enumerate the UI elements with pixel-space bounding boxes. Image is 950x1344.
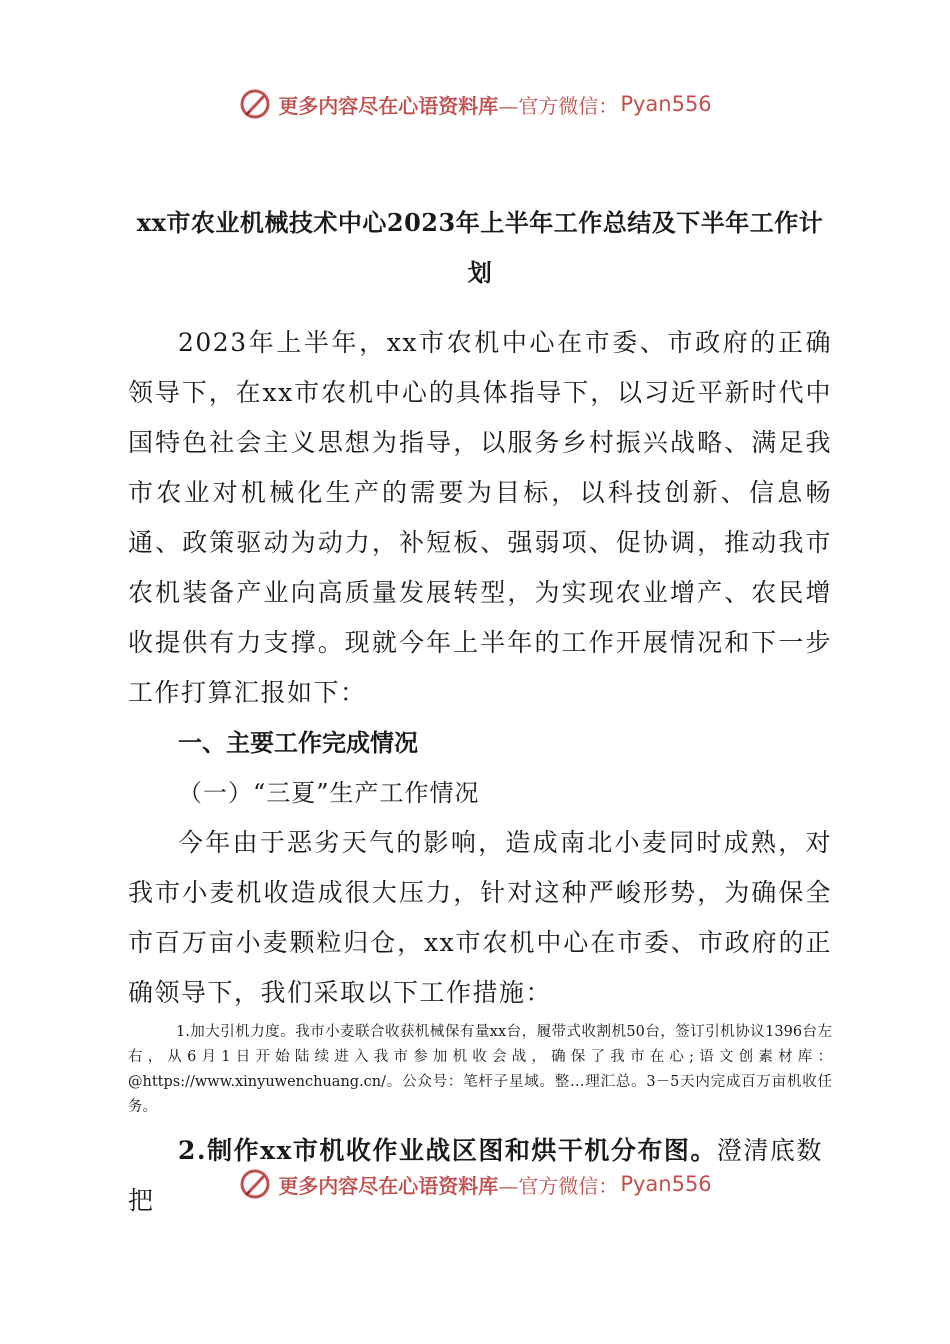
document-body	[128, 198, 832, 1226]
banner-wechat-id: Pyan556	[620, 92, 712, 116]
banner-wechat-label: —官方微信：	[498, 93, 619, 118]
banner-brand-text: 更多内容尽在心语资料库	[278, 93, 499, 118]
banner-wechat-id: Pyan556	[620, 1172, 712, 1196]
section-heading-1: 一、主要工作完成情况	[178, 728, 418, 757]
pen-logo-icon	[238, 87, 272, 121]
list-item-2-text: 澄清底数把	[128, 1136, 823, 1215]
header-banner	[0, 84, 950, 124]
banner-brand-text: 更多内容尽在心语资料库	[278, 1173, 499, 1198]
paragraph-measures: 今年由于恶劣天气的影响，造成南北小麦同时成熟，对我市小麦机收造成很大压力，针对这种严峻形势，为确保全市百万亩小麦颗粒归仓，xx市农机中心在市委、市政府的正确领导下，我们采取以下工作措施：	[128, 828, 832, 1007]
banner-wechat-label: —官方微信：	[498, 1173, 619, 1198]
footer-banner	[0, 1164, 950, 1204]
intro-paragraph: 2023年上半年，xx市农机中心在市委、市政府的正确领导下，在xx市农机中心的具体指导下，以习近平新时代中国特色社会主义思想为指导，以服务乡村振兴战略、满足我市农业对机械化生产的需要为目标，以科技创新、信息畅通、政策驱动为动力，补短板、强弱项、促协调，推动我市农机装备产业向高质量发展转型，为实现农业增产、农民增收提供有力支撑。现就今年上半年的工作开展情况和下一步工作打算汇报如下：	[128, 328, 832, 707]
document-title: xx市农业机械技术中心2023年上半年工作总结及下半年工作计划	[136, 208, 824, 287]
pen-logo-icon	[238, 1167, 272, 1201]
list-item-2-heading: 2.制作xx市机收作业战区图和烘干机分布图。	[178, 1136, 717, 1165]
subsection-heading-1: （一）“三夏”生产工作情况	[178, 779, 480, 807]
list-item-1: 1.加大引机力度。我市小麦联合收获机械保有量xx台，履带式收割机50台，签订引机协议1396台左右，从6月1日开始陆续进入我市参加机收会战，确保了我市在心;语文创素材库：@https://www.xinyuwenchuang.cn/。公众号：笔杆子星域。整…理汇总。3－5天内完成百万亩机收任务。	[128, 1024, 832, 1115]
